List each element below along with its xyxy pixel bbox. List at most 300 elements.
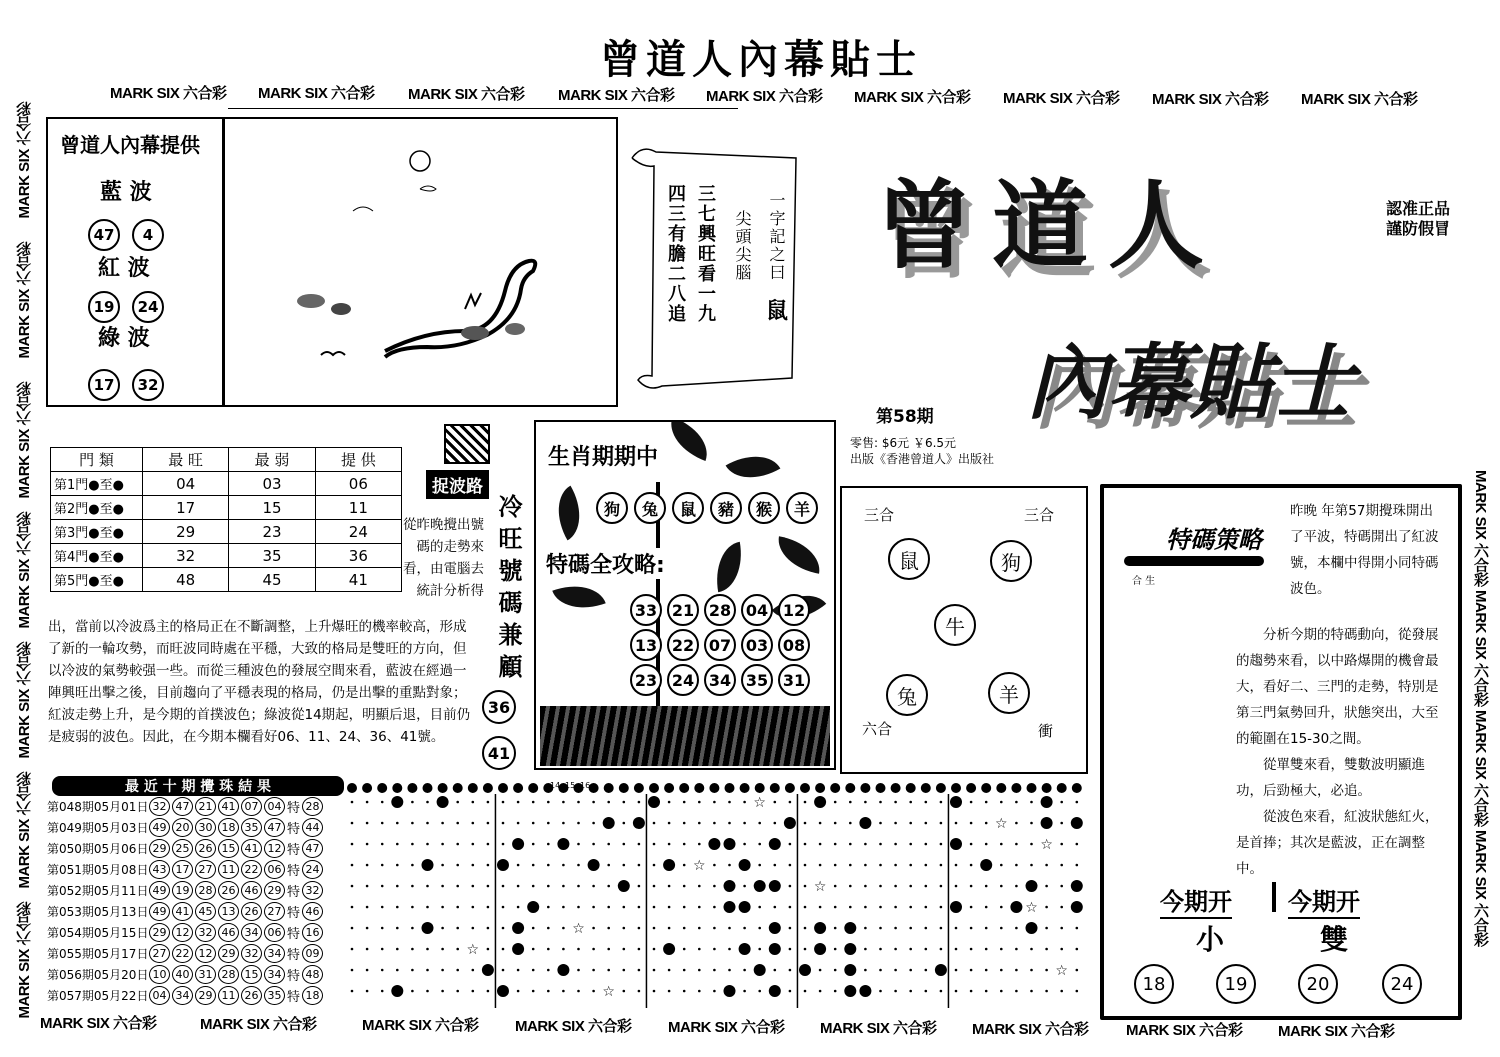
gate-ball-icon: ● [88, 502, 100, 517]
number-ball: 27 [195, 860, 216, 879]
header-ball [377, 783, 387, 793]
header-ball [1042, 783, 1052, 793]
grid-dot [758, 906, 761, 909]
header-ball [468, 783, 478, 793]
grid-dot [804, 801, 807, 804]
table-row [47, 964, 323, 984]
special-label: 特 [287, 842, 301, 858]
gate-ball-icon: ● [88, 550, 100, 565]
grid-dot [698, 990, 701, 993]
grid-dot [1015, 885, 1018, 888]
grid-dot [547, 969, 550, 972]
grid-dot [804, 822, 807, 825]
grid-dot [940, 885, 943, 888]
grid-dot [502, 969, 505, 972]
hit-ball [437, 796, 449, 808]
grid-dot [985, 990, 988, 993]
header-ball [619, 783, 629, 793]
number-ball: 26 [218, 881, 239, 900]
banner-item: MARK SIX 六合彩 [362, 1017, 479, 1034]
grid-dot [698, 969, 701, 972]
header-ball [740, 783, 750, 793]
grid-dot [774, 822, 777, 825]
grid-dot [743, 969, 746, 972]
hit-ball [1026, 922, 1038, 934]
number-ball: 47 [88, 219, 120, 251]
number-ball: 30 [195, 818, 216, 837]
grid-dot [351, 885, 354, 888]
grid-dot [849, 906, 852, 909]
special-star: ☆ [572, 921, 585, 937]
table-cell: 45 [229, 568, 315, 592]
grid-dot [456, 843, 459, 846]
grid-dot [713, 864, 716, 867]
number-ball: 15 [241, 965, 262, 984]
grid-dot [713, 927, 716, 930]
wave-icon [444, 424, 490, 464]
number-ball: 04 [264, 797, 285, 816]
grid-dot [396, 843, 399, 846]
grid-dot [411, 927, 414, 930]
grid-dot [532, 927, 535, 930]
header-ball [785, 783, 795, 793]
grid-dot [758, 843, 761, 846]
grid-dot [1000, 990, 1003, 993]
grid-dot [713, 969, 716, 972]
header-ball [392, 783, 402, 793]
number-ball: 03 [741, 629, 773, 661]
banner-item: MARK SIX 六合彩 [1301, 91, 1418, 106]
number-ball: 32 [195, 923, 216, 942]
grid-dot [517, 822, 520, 825]
grid-dot [577, 885, 580, 888]
grid-dot [1060, 927, 1063, 930]
grid-dot [834, 969, 837, 972]
grid-dot [668, 843, 671, 846]
header-ball [876, 783, 886, 793]
grid-dot [864, 843, 867, 846]
grid-dot [487, 948, 490, 951]
grid-dot [638, 885, 641, 888]
snake-illustration [224, 117, 618, 407]
grid-dot [441, 822, 444, 825]
grid-dot [351, 906, 354, 909]
grid-dot [1076, 801, 1079, 804]
animal-ball: 兔 [886, 674, 928, 716]
table-cell: 17 [143, 496, 229, 520]
grid-dot [879, 906, 882, 909]
hit-ball [1041, 796, 1053, 808]
grid-dot [955, 948, 958, 951]
grid-dot [532, 822, 535, 825]
number-ball: 21 [195, 797, 216, 816]
grid-dot [834, 948, 837, 951]
grid-dot [411, 885, 414, 888]
grid-dot [562, 864, 565, 867]
grid-dot [909, 948, 912, 951]
grid-dot [638, 864, 641, 867]
number-ball: 17 [172, 860, 193, 879]
header-ball [438, 783, 448, 793]
poem-scroll [622, 140, 802, 400]
draw-label: 第054期05月15日 [47, 925, 149, 940]
number-ball: 28 [218, 965, 239, 984]
hit-ball [859, 985, 871, 997]
number-ball: 15 [218, 839, 239, 858]
sanhe-label: 三合 [864, 506, 895, 524]
hit-ball [708, 838, 720, 850]
grid-dot [970, 801, 973, 804]
grid-dot [1000, 801, 1003, 804]
grid-dot [728, 927, 731, 930]
grid-dot [713, 822, 716, 825]
grid-dot [487, 843, 490, 846]
grid-dot [925, 843, 928, 846]
grid-dot [1015, 843, 1018, 846]
issue-number: 第58期 [876, 407, 934, 427]
gate-label: 第1門 [54, 478, 89, 493]
grid-dot [592, 906, 595, 909]
grid-dot [1000, 969, 1003, 972]
number-ball: 11 [218, 860, 239, 879]
grid-dot [985, 906, 988, 909]
grid-dot [819, 969, 822, 972]
grid-dot [426, 801, 429, 804]
grid-dot [577, 843, 580, 846]
grid-dot [789, 906, 792, 909]
page-title: 曾道人內幕貼士 [600, 36, 922, 83]
gate-ball-icon: ● [88, 574, 100, 589]
header-ball [347, 783, 357, 793]
grid-dot [894, 843, 897, 846]
number-ball: 4 [132, 219, 164, 251]
grid-dot [592, 927, 595, 930]
grid-dot [1060, 885, 1063, 888]
grid-dot [698, 843, 701, 846]
grid-dot [607, 843, 610, 846]
grid-dot [849, 843, 852, 846]
grid-dot [592, 990, 595, 993]
grid-dot [940, 927, 943, 930]
header-ball [830, 783, 840, 793]
number-ball: 36 [482, 690, 516, 724]
animal-ball: 猴 [748, 492, 780, 524]
table-row [47, 880, 323, 900]
grid-dot [607, 948, 610, 951]
grid-dot [411, 948, 414, 951]
grid-dot [683, 927, 686, 930]
table-cell: 03 [229, 472, 315, 496]
grid-dot [668, 822, 671, 825]
grid-dot [774, 969, 777, 972]
number-ball: 22 [667, 629, 699, 661]
grid-dot [909, 864, 912, 867]
table-row [47, 859, 323, 879]
grid-dot [381, 822, 384, 825]
banner-item: MARK SIX 六合彩 [1152, 91, 1269, 106]
grid-dot [834, 822, 837, 825]
number-ball: 23 [630, 664, 662, 696]
hit-ball [1041, 817, 1053, 829]
grid-dot [925, 948, 928, 951]
number-ball: 49 [149, 881, 170, 900]
grid-dot [441, 885, 444, 888]
number-ball: 26 [195, 839, 216, 858]
grid-dot [925, 969, 928, 972]
grid-dot [381, 906, 384, 909]
grid-dot [925, 801, 928, 804]
grid-dot [894, 948, 897, 951]
open-value-2: 雙 [1320, 923, 1349, 956]
grid-dot [864, 948, 867, 951]
grid-dot [1045, 969, 1048, 972]
grid-dot [879, 843, 882, 846]
table-cell: 32 [143, 544, 229, 568]
gate-ball-icon: ● [112, 478, 124, 493]
animal-ball: 狗 [596, 492, 628, 524]
grid-dot [970, 969, 973, 972]
grid-dot [441, 906, 444, 909]
header-ball [891, 783, 901, 793]
zodiac-number-grid [630, 594, 812, 696]
grid-dot [472, 927, 475, 930]
gate-ball-icon: ● [88, 526, 100, 541]
grid-dot [804, 843, 807, 846]
grid-dot [743, 927, 746, 930]
table-row [47, 901, 323, 921]
hit-ball [739, 859, 751, 871]
grid-dot [351, 822, 354, 825]
grid-dot [1045, 885, 1048, 888]
hit-ball [391, 796, 403, 808]
grid-dot [426, 948, 429, 951]
grid-dot [925, 885, 928, 888]
grid-dot [940, 906, 943, 909]
hit-ball [724, 838, 736, 850]
number-ball: 07 [704, 629, 736, 661]
grid-dot [562, 927, 565, 930]
number-ball: 35 [741, 664, 773, 696]
special-star: ☆ [1055, 963, 1068, 979]
number-ball: 41 [218, 797, 239, 816]
wave-label-red: 紅 波 [98, 256, 150, 281]
hit-ball [935, 964, 947, 976]
special-ball: 28 [302, 797, 323, 816]
grid-dot [789, 969, 792, 972]
banner-item: MARK SIX 六合彩 [1472, 590, 1489, 707]
header-ball [407, 783, 417, 793]
grid-dot [668, 990, 671, 993]
grid-dot [577, 864, 580, 867]
special-star: ☆ [813, 879, 827, 895]
grid-dot [849, 801, 852, 804]
number-ball: 41 [241, 839, 262, 858]
number-ball: 24 [132, 291, 164, 323]
banner-item: MARK SIX 六合彩 [1472, 710, 1489, 827]
grid-dot [955, 864, 958, 867]
number-ball: 26 [241, 986, 262, 1005]
table-cell: 15 [229, 496, 315, 520]
grid-dot [940, 801, 943, 804]
grid-dot [985, 948, 988, 951]
grid-dot [517, 969, 520, 972]
gate-to: 至 [99, 574, 113, 589]
grid-dot [804, 990, 807, 993]
grid-dot [366, 948, 369, 951]
grid-dot [441, 927, 444, 930]
header-ball [966, 783, 976, 793]
grid-dot [1030, 822, 1033, 825]
grid-dot [487, 906, 490, 909]
results-title: 最 近 十 期 攪 珠 結 果 [52, 776, 344, 796]
grid-dot [1076, 969, 1079, 972]
special-p2: 分析今期的特碼動向，從發展的趨勢來看，以中路爆開的機會最大，看好二、三門的走勢，特別是第三門氣勢回升，狀態突出，大至的範圍在15-30之間。 [1236, 627, 1439, 747]
special-label: 特 [287, 821, 301, 837]
grid-dot [668, 885, 671, 888]
sanhe-box [840, 486, 1088, 774]
hit-ball [497, 859, 509, 871]
banner-item: MARK SIX 六合彩 [16, 512, 33, 629]
grid-dot [381, 969, 384, 972]
table-cell: 48 [143, 568, 229, 592]
top-banner [18, 80, 1498, 106]
grid-dot [653, 990, 656, 993]
number-ball: 13 [218, 902, 239, 921]
grid-dot [517, 906, 520, 909]
grid-dot [683, 843, 686, 846]
hit-ball [618, 880, 630, 892]
grid-dot [351, 948, 354, 951]
special-ball: 47 [302, 839, 323, 858]
grid-dot [547, 843, 550, 846]
grid-dot [970, 948, 973, 951]
number-ball: 32 [149, 797, 170, 816]
grid-dot [351, 801, 354, 804]
grid-dot [879, 822, 882, 825]
gate-ball-icon: ● [88, 478, 100, 493]
open-value-1: 小 [1196, 923, 1225, 956]
poem-animal: 鼠 [765, 299, 788, 324]
grid-dot [1076, 948, 1079, 951]
grid-dot [532, 948, 535, 951]
hit-ball [391, 985, 403, 997]
grid-dot [925, 927, 928, 930]
grid-dot [894, 864, 897, 867]
grid-dot [441, 864, 444, 867]
hit-ball [769, 943, 781, 955]
number-ball: 29 [195, 986, 216, 1005]
number-ball: 24 [667, 664, 699, 696]
grid-dot [638, 990, 641, 993]
grid-dot [970, 906, 973, 909]
number-ball: 11 [218, 986, 239, 1005]
number-ball: 19 [1216, 964, 1256, 1004]
grid-dot [834, 843, 837, 846]
special-p3: 從單雙來看，雙數波明顯進功，后勁極大，必追。 [1236, 757, 1425, 799]
gate-ball-icon: ● [112, 550, 124, 565]
grid-dot [623, 801, 626, 804]
grid-dot [396, 948, 399, 951]
grid-dot [411, 906, 414, 909]
grid-dot [517, 990, 520, 993]
grid-dot [849, 885, 852, 888]
number-ball: 12 [778, 594, 810, 626]
number-ball: 29 [149, 923, 170, 942]
header-ball [1057, 783, 1067, 793]
special-star: ☆ [1040, 837, 1053, 853]
grid-dot [985, 885, 988, 888]
table-row [51, 520, 402, 544]
grid-dot [502, 927, 505, 930]
grid-dot [1000, 843, 1003, 846]
special-ball: 16 [302, 923, 323, 942]
wave-tag: 捉波路 [426, 470, 489, 499]
left-box-title: 曾道人內幕提供 [60, 133, 200, 157]
grid-dot [502, 885, 505, 888]
hit-ball [557, 838, 569, 850]
table-row [51, 472, 402, 496]
number-ball: 17 [88, 369, 120, 401]
grid-dot [592, 969, 595, 972]
zodiac-title: 生肖期期中 [548, 440, 658, 471]
grid-dot [562, 906, 565, 909]
grid-dot [366, 822, 369, 825]
grid-dot [789, 801, 792, 804]
table-cell: 24 [315, 520, 401, 544]
header-ball [860, 783, 870, 793]
table-row [47, 943, 323, 963]
draw-label: 第050期05月06日 [47, 841, 149, 856]
hit-ball [648, 796, 660, 808]
grid-dot [472, 990, 475, 993]
table-cell: 23 [229, 520, 315, 544]
grid-dot [1000, 885, 1003, 888]
grid-dot [532, 843, 535, 846]
grid-dot [502, 843, 505, 846]
auth-text-1: 認准正品 [1386, 199, 1451, 218]
grid-dot [925, 906, 928, 909]
grid-dot [517, 864, 520, 867]
grid-dot [894, 801, 897, 804]
grid-dot [698, 885, 701, 888]
hit-ball [769, 922, 781, 934]
grid-dot [562, 885, 565, 888]
draw-label: 第048期05月01日 [47, 799, 149, 814]
grid-dot [456, 801, 459, 804]
grid-dot [1060, 948, 1063, 951]
grid-dot [351, 864, 354, 867]
poem-line: 四三有膽二八追 [665, 184, 686, 324]
grid-dot [547, 948, 550, 951]
animal-ball: 兔 [634, 492, 666, 524]
grid-dot [607, 864, 610, 867]
grid-dot [653, 822, 656, 825]
grid-dot [758, 822, 761, 825]
grid-dot [381, 864, 384, 867]
grid-dot [653, 969, 656, 972]
table-cell: 29 [143, 520, 229, 544]
header-ball [845, 783, 855, 793]
grid-dot [411, 990, 414, 993]
number-ball: 21 [667, 594, 699, 626]
hit-ball [814, 796, 826, 808]
grid-dot [728, 864, 731, 867]
grid-dot [396, 927, 399, 930]
grid-dot [1045, 927, 1048, 930]
sanhe-label: 衝 [1038, 722, 1054, 740]
hit-ball [980, 859, 992, 871]
number-ball: 35 [264, 986, 285, 1005]
